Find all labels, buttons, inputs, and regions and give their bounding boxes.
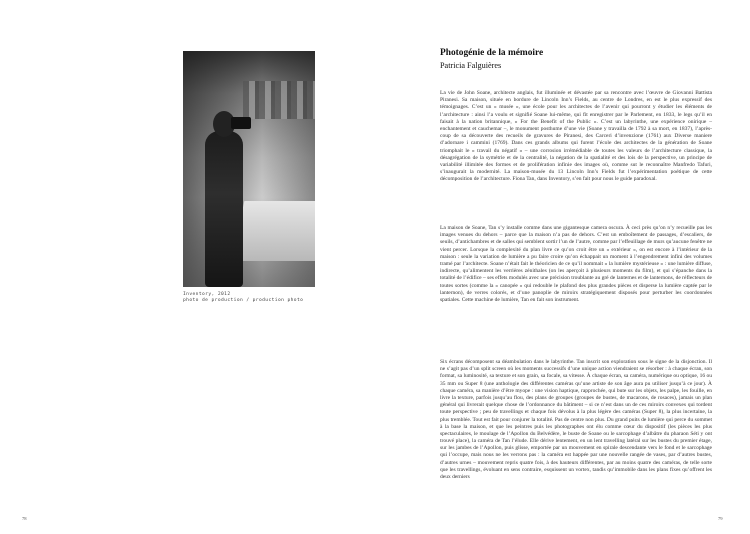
article-title: Photogénie de la mémoire bbox=[440, 48, 544, 58]
camera-icon bbox=[231, 117, 251, 129]
production-photo bbox=[183, 51, 315, 287]
page-number-right: 79 bbox=[718, 516, 723, 521]
paragraph-2: La maison de Soane, Tan s’y installe comme dans une gigantesque camera oscura. À ceci près qu’on n’y recueille pas les images venues du dehors – parce que la maison n’a pas de dehors. C’est un emboîtement de passages, d’escaliers, de seuils, d’antichambres et de salles qui semblent sortir l’un de l’autre, comme par l’effeuillage de murs qu’aucune fenêtre ne vient percer. Lorsque la complexité du plan livre ce qu’on croit être un « extérieur », on est encore à l’intérieur de la maison : seule la variation de lumière a pu faire croire qu’on échappait un moment à l’engendrement infini des volumes tramé par l’architecte. Soane n’était fait le théoricien de ce qu’il nommait « la lumière mystérieuse » : une lumière diffuse, indirecte, qu’alimentent les verrières zénithales (on les aperçoit à plusieurs moments du film), et qui s’épanche dans la totalité de l’édifice – ses effets modulés avec une précision troublante au gré de lanternes et de lanternons, de réflecteurs de toutes sortes (comme la « canopée » qui redouble le plafond des plus grandes pièces et disperse la lumière captée par le lanternon), de verres colorés, et d’une panoplie de miroirs stratégiquement disposés pour perturber les coordonnées spatiales. Cette machine de lumière, Tan en fait son instrument. bbox=[440, 225, 712, 303]
page-number-left: 78 bbox=[22, 516, 27, 521]
photo-shelf bbox=[243, 81, 315, 119]
photo-caption bbox=[183, 292, 343, 304]
article-author: Patricia Falguières bbox=[440, 61, 502, 70]
caption-line-1: Inventory, 2012 bbox=[183, 292, 231, 297]
paragraph-3: Six écrans décomposent sa déambulation dans le labyrinthe. Tan inscrit son exploration sous le signe de la disjonction. Il ne s’agit pas d’un split screen où les moments successifs d’une unique action viendraient se résorber : à chaque écran, son format, sa luminosité, sa texture et son grain, sa focale, sa vitesse. À chaque écran, sa caméra, numérique ou optique, 16 ou 35 mm ou Super 8 (une anthologie des différentes caméras qu’une artiste de son âge aura pu utiliser jusqu’à ce jour). À chaque caméra, sa manière d’être myope : une vision haptique, rapprochée, qui bute sur les objets, les palpe, les fouille, en livre la texture, parfois jusqu’au flou, des plans de groupes (groupes de bustes, de macarons, de rosaces), jamais un plan général qui livrerait quelque chose de l’ordonnance du bâtiment – si ce n’est dans un de ces miroirs convexes qui tordent toute perspective ; peu de travellings et chaque fois dévolus à la plus légère des caméras (Super 8), la plus incertaine, la plus tremblée. Tout est fait pour conjurer la totalité. Pas de centre non plus. Du grand puits de lumière qui perce du sommet à la base la maison, et que les peintres puis les photographes ont élu comme cœur du dispositif (les pièces les plus spectaculaires, le moulage de l’Apollon du Belvédère, le buste de Soane ou le sarcophage d’albâtre du pharaon Séti y ont trouvé place), la caméra de Tan l’élude. Elle dérive lentement, en un lent travelling latéral sur les bustes du premier étage, sur les jambes de l’Apollon, puis glisse, emportée par un mouvement en spirale descendante vers le fond et le sarcophage qui l’occupe, mais nous ne les verrons pas : la caméra est happée par une nouvelle rangée de vases, par d’autres bustes, d’autres urnes – mouvement repris quatre fois, à des hauteurs différentes, par au moins quatre des caméras, de telle sorte que les travellings, évoluant en sens contraire, esquissent un vortex, tandis qu’immobile dans les plans fixes qu’offrent les deux derniers bbox=[440, 359, 712, 480]
caption-line-2: photo de production / production photo bbox=[183, 298, 304, 303]
photo-table bbox=[232, 201, 315, 261]
paragraph-1: La vie de John Soane, architecte anglais, fut illuminée et dévastée par sa rencontre avec l’œuvre de Giovanni Battista Piranesi. Sa maison, située en bordure de Lincoln Inn’s Fields, au centre de Londres, en est le plus expressif des témoignages. C’est un « musée », une école pour les architectes de l’avenir qui pourront y étudier les éléments de l’architecture : ainsi l’a voulu et signifié Soane lui-même, qui fit enregistrer par le Parlement, en 1833, le legs qu’il en faisait à la nation britannique, « For the Benefit of the Public ». C’est un labyrinthe, une expérience onirique – enchantement et cauchemar –, le monument posthume d’une vie (Soane y travailla de 1792 à sa mort, en 1837), l’après-coup de sa découverte des recueils de gravures de Piranesi, des Carceri d’invenzione (1761) aux Diverse maniere d’adornare i cammini (1769). Dans ces grands albums qui furent l’école des architectes de la génération de Soane triomphait le « travail du négatif » – une corrosion irrémédiable de toutes les valeurs de l’architecture classique, la désagrégation de la symétrie et de la centralité, la négation de la spatialité et des lois de la perspective, un principe de variabilité illimitée des formes et de prolifération infinie des images où, comme sut le reconnaître Manfredo Tafuri, s’inaugurait la modernité. La maison-musée du 13 Lincoln Inn’s Fields fut l’expérimentation poétique de cette décomposition de l’architecture. Fiona Tan, dans Inventory, s’en fait pour nous le guide paradoxal. bbox=[440, 90, 712, 183]
photo-figure bbox=[205, 131, 243, 287]
